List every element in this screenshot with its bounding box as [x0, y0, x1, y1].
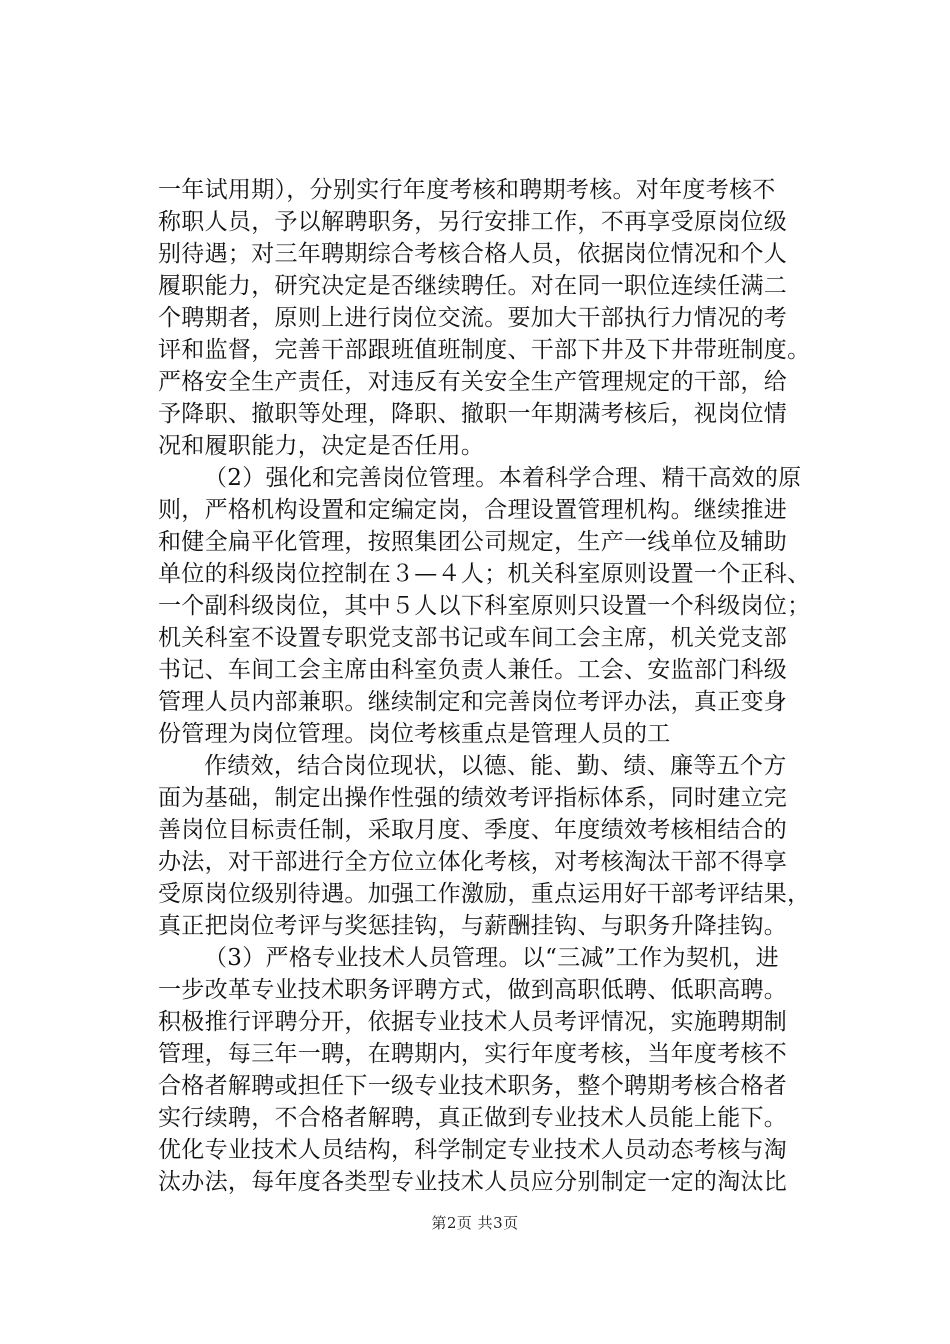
text-line: 一年试用期），分别实行年度考核和聘期考核。对年度考核不	[158, 177, 776, 203]
text-line: 履职能力，研究决定是否继续聘任。对在同一职位连续任满二	[158, 273, 788, 299]
text-line: 一个副科级岗位，其中５人以下科室原则只设置一个科级岗位；	[158, 593, 811, 619]
text-line: 受原岗位级别待遇。加强工作激励，重点运用好干部考评结果，	[158, 881, 811, 907]
text-line: 机关科室不设置专职党支部书记或车间工会主席，机关党支部	[158, 625, 788, 651]
text-line: 单位的科级岗位控制在３—４人；机关科室原则设置一个正科、	[158, 561, 811, 587]
text-line: 积极推行评聘分开，依据专业技术人员考评情况，实施聘期制	[158, 1009, 788, 1035]
document-body	[158, 174, 838, 1198]
text-line: 实行续聘，不合格者解聘，真正做到专业技术人员能上能下。	[158, 1105, 788, 1131]
text-line: 和健全扁平化管理，按照集团公司规定，生产一线单位及辅助	[158, 529, 788, 555]
text-line: 面为基础，制定出操作性强的绩效考评指标体系，同时建立完	[158, 785, 788, 811]
text-line: 管理，每三年一聘，在聘期内，实行年度考核，当年度考核不	[158, 1041, 788, 1067]
text-line: 个聘期者，原则上进行岗位交流。要加大干部执行力情况的考	[158, 305, 788, 331]
text-line: 书记、车间工会主席由科室负责人兼任。工会、安监部门科级	[158, 657, 788, 683]
text-line: 称职人员，予以解聘职务，另行安排工作，不再享受原岗位级	[158, 209, 788, 235]
text-line: 予降职、撤职等处理，降职、撤职一年期满考核后，视岗位情	[158, 401, 788, 427]
text-line: 作绩效，结合岗位现状，以德、能、勤、绩、廉等五个方	[204, 753, 787, 779]
text-line: 办法，对干部进行全方位立体化考核，对考核淘汰干部不得享	[158, 849, 788, 875]
text-line: 善岗位目标责任制，采取月度、季度、年度绩效考核相结合的	[158, 817, 788, 843]
text-line: （3）严格专业技术人员管理。以“三减”工作为契机，进	[204, 945, 779, 971]
text-line: 评和监督，完善干部跟班值班制度、干部下井及下井带班制度。	[158, 337, 811, 363]
text-line: 况和履职能力，决定是否任用。	[158, 433, 485, 459]
text-line: 管理人员内部兼职。继续制定和完善岗位考评办法，真正变身	[158, 689, 788, 715]
text-line: （2）强化和完善岗位管理。本着科学合理、精干高效的原	[204, 465, 802, 491]
text-line: 优化专业技术人员结构，科学制定专业技术人员动态考核与淘	[158, 1137, 788, 1163]
text-line: 别待遇；对三年聘期综合考核合格人员，依据岗位情况和个人	[158, 241, 788, 267]
text-line: 真正把岗位考评与奖惩挂钩，与薪酬挂钩、与职务升降挂钩。	[158, 913, 788, 939]
text-line: 汰办法，每年度各类型专业技术人员应分别制定一定的淘汰比	[158, 1169, 788, 1195]
text-line: 则，严格机构设置和定编定岗，合理设置管理机构。继续推进	[158, 497, 788, 523]
text-line: 份管理为岗位管理。岗位考核重点是管理人员的工	[158, 721, 671, 747]
text-line: 一步改革专业技术职务评聘方式，做到高职低聘、低职高聘。	[158, 977, 788, 1003]
text-line: 严格安全生产责任，对违反有关安全生产管理规定的干部，给	[158, 369, 788, 395]
page-footer: 第2页 共3页	[431, 1214, 519, 1232]
text-line: 合格者解聘或担任下一级专业技术职务，整个聘期考核合格者	[158, 1073, 788, 1099]
